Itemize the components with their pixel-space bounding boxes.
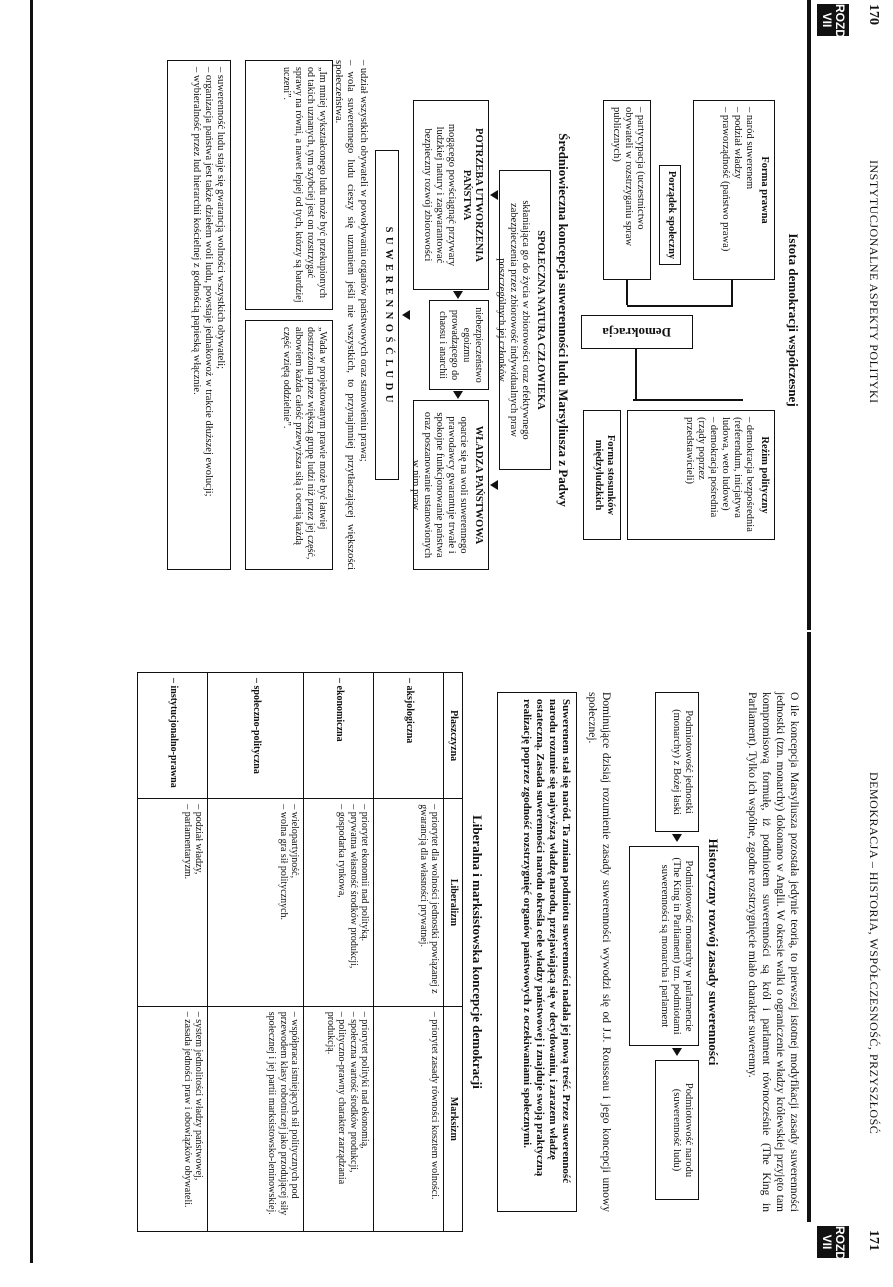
footer-rule <box>30 0 33 1263</box>
chapter-tab: ROZDZIAŁ VII <box>817 4 849 36</box>
chapter-tab: ROZDZIAŁ VII <box>817 1226 849 1258</box>
table-header: Marksizm <box>444 1006 463 1231</box>
connector <box>633 399 743 401</box>
suwerennosc-box: S U W E R E N N O Ś Ć L U D U <box>375 150 399 480</box>
arrow <box>672 1048 682 1056</box>
arrow <box>490 190 498 200</box>
running-head: INSTYTUCJONALNE ASPEKTY POLITYKI <box>867 160 881 404</box>
arrow <box>402 310 410 320</box>
intro-paragraph: O ile koncepcja Marsyliusza pozostała jedynie teorią, to pierwszej istotnej modyfikacji zasady suwerenności jednostki (tzn. monarchy) dokonano w Anglii. W okresie walki o ograniczenie władzy królewskiej przyjęto tam kompromisową formułę, iż podmiotem suwerenności są król i parlament równocześnie (The King in Parliament). Tylko ich wspólne, zgodne rozstrzygnięcie miało charakter suwerenny. <box>746 692 800 1212</box>
demokracja-box: Demokracja <box>581 315 693 349</box>
forma-prawna-box: Forma prawna – naród suwerenem – podział władzy – praworządność (państwo prawa) <box>693 100 775 280</box>
page-number: 170 <box>866 4 881 25</box>
hist-box-3: Podmiotowość narodu (suwerenność ludu) <box>655 1060 699 1200</box>
hist-box-2: Podmiotowość monarchy w parlamencie (The King in Parliament) tzn. podmiotami suwerenności są monarcha i parlament <box>629 846 699 1046</box>
table-row: – instytucjonalno-prawna – podział władzy, – parlamentaryzm. – system jednolitości władzy państwowej, – zasada jedności praw i obowiązków obywateli. <box>138 673 208 1232</box>
table-row: – ekonomiczna – priorytet ekonomii nad polityką. – prywatna własność środków produkcji, – gospodarka rynkowa, – priorytet polityki nad ekonomią, – społeczna wartość środków produkcji, – polityczno-prawny charakter zarządzania produkcją. <box>304 673 374 1232</box>
democracy-table <box>138 672 464 1232</box>
quote-right-box: „Wada w projektowanym prawie może być łatwiej dostrzeżona przez większą grupę ludzi niż przez jej część, albowiem każda całość przewyższa siłą i ocenią każdą część wziętą oddzielnie”. <box>245 320 333 570</box>
natura-box: SPOŁECZNA NATURA CZŁOWIEKA skłaniająca go do życia w zbiorowości oraz efektywnego zabezpieczenia przez zbiorowość indywidualnych praw poszczególnych jej członków <box>499 170 551 470</box>
partycypacja-box: – partycypacja (uczestnictwo obywateli w rozstrzyganiu spraw publicznych) <box>603 100 651 280</box>
hist-box-1: Podmiotowość jednostki (monarchy) z Bożej łaski <box>655 692 699 832</box>
arrow <box>453 391 463 399</box>
final-bullets-box: – suwerenność ludu staje się gwarancją wolności wszystkich obywateli; – organizacja państwa jest także dziełem woli ludu, powstaje jednakowoż w trakcie dłuższej ewolucji; – wybieralność przez lud hierarchii kościelnej z godnością papieską włącznie. <box>167 60 231 570</box>
connector <box>627 280 629 305</box>
arrow <box>672 834 682 842</box>
table-row: – społeczno-polityczna – wielopartyjność, – wolna gra sił politycznych. – współpraca istniejących sił politycznych pod przewodem klasy robotniczej jako przodującej siły społecznej i jej partii marksistowsko-leninowskiej. <box>208 673 304 1232</box>
suwerennosc-bullets: – udział wszystkich obywateli w powoływaniu organów państwowych oraz stanowieniu prawa; – wola suwerennego ludu cieszy się uznaniem jeśli nie wszystkich, to przynajmniej przytłaczającej większości społeczeństwa. <box>333 60 369 570</box>
forma-stosunkow-box: Forma stosunków międzyludzkich <box>583 410 621 540</box>
connector <box>627 305 733 307</box>
diagram1-title: Istota demokracji współczesnej <box>786 233 801 407</box>
diagram2-title: Średniowieczna koncepcja suwerenności ludu Marsyliusza z Padwy <box>556 133 571 507</box>
arrow <box>453 291 463 299</box>
rousseau-paragraph: Dominujące dzisiaj rozumienie zasady suwerenności wywodzi się od J.J. Rousseau i jego koncepcji umowy społecznej. <box>586 692 612 1212</box>
running-head: DEMOKRACJA – HISTORIA, WSPÓŁCZESNOŚĆ, PRZYSZŁOŚĆ <box>867 772 881 1135</box>
table-header: Płaszczyzna <box>444 673 463 799</box>
table-header: Liberalizm <box>444 799 463 1007</box>
connector <box>732 280 734 305</box>
niebezpieczenstwo-box: niebezpieczeństwo egoizmu prowadzącego do chaosu i anarchii <box>429 300 489 390</box>
suweren-boxed-text: Suwerenem stał się naród. Ta zmiana podmiotu suwerenności nadała jej nową treść. Przez suwerenność narodu rozumie się najwyższą władzę narodu, przejawiającą się w decydowaniu, i zarazem władzę ostateczną. Zasada suwerenności narodu określa cele władzy państwowej i znajduje swoją praktyczną realizację poprzez zgodność rozstrzygnięć organów państwowych z oczekiwaniami społecznymi. <box>497 692 577 1212</box>
page-number: 171 <box>866 1230 881 1251</box>
arrow <box>490 480 498 490</box>
quote-left-box: „Im mniej wykształconego ludu może być przekupionych od takich uznanych, tym szybciej jest on rozstrzygać sprawy na równi, a nawet lepiej od tych, którzy są bardziej uczeni”. <box>245 60 333 310</box>
page-171 <box>0 632 893 1287</box>
connector <box>636 349 638 399</box>
history-title: Historyczny rozwój zasady suwerenności <box>706 838 721 1066</box>
table-row: – aksjologiczna – priorytet dla wolności jednostki powiązanej z gwarancją dla własności prywatnej. – priorytet zasady równości kosztem wolności. <box>374 673 444 1232</box>
rezim-polityczny-box: Reżim polityczny – demokracja bezpośrednia (referendum, inicjatywa ludowa, weto ludowe) – demokracja pośrednia (rządy poprzez przedstawicieli) <box>627 410 775 540</box>
potrzeba-box: POTRZEBA UTWORZENIA PAŃSTWA mogącego powściągnąć przywary ludzkiej natury i zagwarantować bezpieczny rozwój zbiorowości <box>413 100 489 290</box>
page-170 <box>0 0 893 631</box>
wladza-box: WŁADZA PAŃSTWOWA oparcie się na woli suwerennego prawodawcy gwarantuje trwałe i spokojne funkcjonowanie państwa oraz poszanowanie ustanowionych w nim praw <box>413 400 489 570</box>
header-rule <box>807 0 811 630</box>
table-title: Liberalna i marksistowska koncepcje demokracji <box>470 815 485 1089</box>
header-rule <box>807 632 811 1222</box>
porzadek-spoleczny-box: Porządek społeczny <box>659 165 681 265</box>
